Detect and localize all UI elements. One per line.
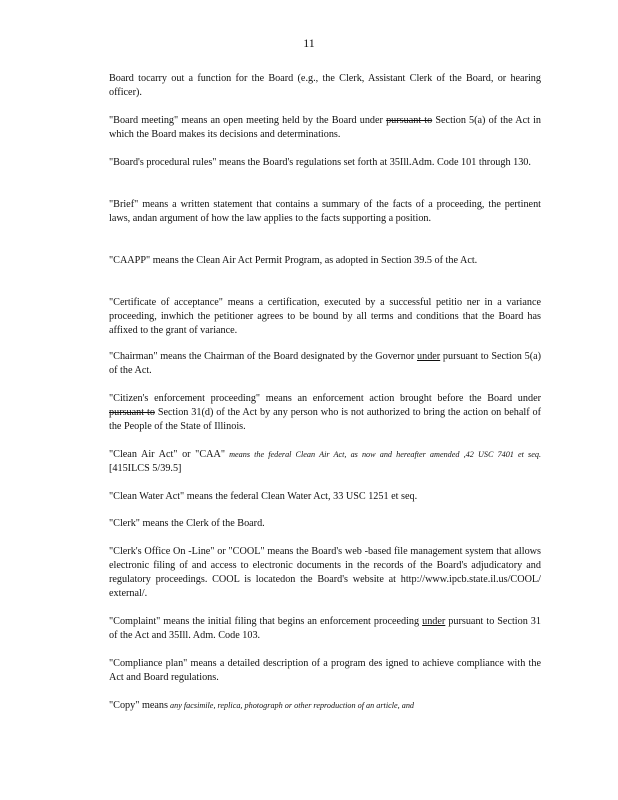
paragraph-brief: "Brief" means a written statement that contains a summary of the facts of a proceeding, the pertinent laws, andan argument of how the law applies to the facts supporting a position. <box>109 199 541 224</box>
text-lead: "Clean Air Act" or "CAA" <box>109 449 225 460</box>
paragraph-compliance-plan: "Compliance plan" means a detailed description of a program des igned to achieve compliance with the Act and Board regulations. <box>109 658 541 683</box>
text-tail: [415ILCS 5/39.5] <box>109 463 182 474</box>
paragraph-clean-air-act <box>109 448 541 476</box>
text-before: "Complaint" means the initial filing that begins an enforcement proceeding <box>109 616 423 627</box>
text-after: pursuant to Section 5(a) of the Act. <box>109 351 542 376</box>
underlined-text: under <box>422 616 446 627</box>
italic-text: means the federal Clean Air Act, as now and hereafter amended ,42 USC 7401 et seq. <box>225 450 541 459</box>
paragraph-copy <box>109 699 541 713</box>
paragraph-citizens-enforcement-proceeding <box>109 392 541 434</box>
paragraph-certificate-of-acceptance: "Certificate of acceptance" means a certification, executed by a successful petitio ner in a variance proceeding, inwhich the petitioner agrees to be bound by all terms and conditions that the Board has affixed to the grant of variance. <box>109 297 541 336</box>
text-before: "Chairman" means the Chairman of the Board designated by the Governor <box>109 351 417 362</box>
paragraph-board-meeting <box>109 114 541 142</box>
text-after: Section 5(a) of the Act in which the Board makes its decisions and determinations. <box>109 115 541 140</box>
text-before: "Board meeting" means an open meeting held by the Board under <box>109 115 387 126</box>
paragraph-complaint <box>109 615 541 643</box>
text-lead: "Copy" means <box>109 700 168 711</box>
paragraph-clerk: "Clerk" means the Clerk of the Board. <box>109 518 265 529</box>
text-after: Section 31(d) of the Act by any person who is not authorized to bring the action on behalf of the People of the State of Illinois. <box>109 407 541 432</box>
page-number: 11 <box>303 36 315 50</box>
paragraph-clerks-office-on-line: "Clerk's Office On -Line" or "COOL" means the Board's web -based file management system that allows electronic filing of and access to electronic documents in the records of the Board's adjudicatory and regulatory proceedings. COOL is locatedon the Board's website at http://www.ipcb.state.il.us/COOL/ external/. <box>109 546 541 599</box>
text-after: pursuant to Section 31 of the Act and 35Ill. Adm. Code 103. <box>109 616 541 641</box>
text-before: "Citizen's enforcement proceeding" means an enforcement action brought before the Board under <box>109 393 541 404</box>
underlined-text: under <box>417 351 441 362</box>
paragraph-clean-water-act: "Clean Water Act" means the federal Clean Water Act, 33 USC 1251 et seq. <box>109 491 418 502</box>
struck-text: pursuant to <box>386 115 433 126</box>
paragraph-caapp: "CAAPP" means the Clean Air Act Permit Program, as adopted in Section 39.5 of the Act. <box>109 255 478 266</box>
italic-text: any facsimile, replica, photograph or other reproduction of an article, and <box>167 701 415 710</box>
paragraph-boards-procedural-rules: "Board's procedural rules" means the Board's regulations set forth at 35Ill.Adm. Code 101 through 130. <box>109 157 531 168</box>
struck-text: pursuant to <box>109 407 155 418</box>
paragraph-chairman <box>109 350 541 378</box>
paragraph-board-definition-continuation: Board tocarry out a function for the Board (e.g., the Clerk, Assistant Clerk of the Board, or hearing officer). <box>109 73 541 98</box>
